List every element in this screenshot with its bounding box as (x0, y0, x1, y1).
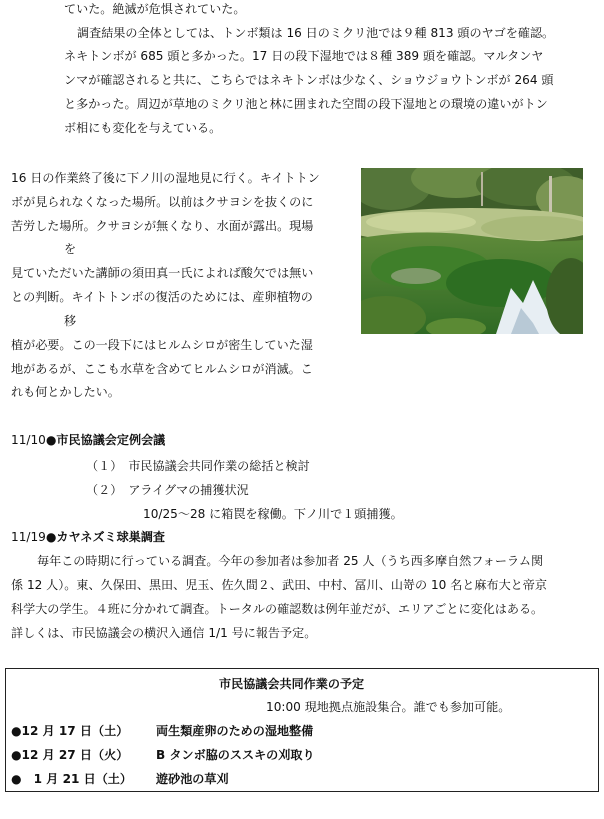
wetland-line-10: れも何とかしたい。 (11, 385, 120, 399)
schedule-item-3-date: ● 1 月 21 日（土） (11, 772, 132, 786)
wetland-line-2: ボが見られなくなった場所。以前はクサヨシを抜くのに (11, 195, 314, 209)
wetland-line-7: 移 (64, 314, 77, 328)
meeting-heading (11, 432, 165, 448)
survey-line-2: 係 12 人）。東、久保田、黒田、児玉、佐久間２、武田、中村、冨川、山嵜の 10 名と麻布大と帝京 (11, 578, 547, 592)
intro-line-2: 調査結果の全体としては、トンボ類は 16 日のミクリ池では９種 813 頭のヤゴを確認。 (77, 26, 555, 40)
schedule-item-2-date: ●12 月 27 日（火） (11, 748, 129, 762)
wetland-line-6: との判断。キイトトンボの復活のためには、産卵植物の (11, 290, 313, 304)
meeting-date: 11/10 (11, 433, 46, 447)
meeting-item-2: （２） アライグマの捕獲状況 (86, 483, 249, 497)
wetland-line-4: を (64, 242, 77, 256)
meeting-item-2-detail: 10/25～28 に箱罠を稼働。下ノ川で１頭捕獲。 (143, 507, 403, 521)
schedule-item-3-task: 遊砂池の草刈 (156, 772, 229, 786)
wetland-photo (361, 168, 583, 334)
schedule-item-1-date: ●12 月 17 日（土） (11, 724, 129, 738)
survey-date: 11/19 (11, 530, 46, 544)
wetland-line-1: 16 日の作業終了後に下ノ川の湿地見に行く。キイトトン (11, 171, 320, 185)
intro-line-6: ボ相にも変化を与えている。 (64, 121, 222, 135)
wetland-line-8: 植が必要。この一段下にはヒルムシロが密生していた湿 (11, 338, 313, 352)
intro-line-5: と多かった。周辺が草地のミクリ池と林に囲まれた空間の段下湿地との環境の違いがトン (64, 97, 548, 111)
schedule-item-3 (11, 771, 132, 787)
meeting-title: ●市民協議会定例会議 (45, 433, 166, 447)
intro-line-4: ンマが確認されると共に、こちらではネキトンボは少なく、ショウジョウトンボが 264 頭 (64, 73, 554, 87)
schedule-item-1-task: 両生類産卵のための湿地整備 (156, 724, 314, 738)
survey-line-1: 毎年この時期に行っている調査。今年の参加者は参加者 25 人（うち西多摩自然フォーラム関 (37, 554, 544, 568)
intro-line-3: ネキトンボが 685 頭と多かった。17 日の段下湿地では８種 389 頭を確認。マルタンヤ (64, 49, 544, 63)
survey-heading (11, 529, 165, 545)
schedule-item-2 (11, 747, 128, 763)
schedule-item-1 (11, 723, 128, 739)
schedule-title: 市民協議会共同作業の予定 (219, 677, 365, 691)
survey-line-3: 科学大の学生。４班に分かれて調査。トータルの確認数は例年並だが、エリアごとに変化はある。 (11, 602, 544, 616)
intro-line-1: ていた。絶滅が危惧されていた。 (64, 2, 246, 16)
wetland-line-5: 見ていただいた講師の須田真一氏によれば酸欠では無い (11, 266, 314, 280)
schedule-note: 10:00 現地拠点施設集合。誰でも参加可能。 (266, 700, 511, 714)
survey-title: ●カヤネズミ球巣調査 (45, 530, 166, 544)
schedule-item-2-task: B タンボ脇のススキの刈取り (156, 748, 315, 762)
wetland-line-3: 苦労した場所。クサヨシが無くなり、水面が露出。現場 (11, 219, 314, 233)
survey-line-4: 詳しくは、市民協議会の横沢入通信 1/1 号に報告予定。 (11, 626, 317, 640)
meeting-item-1: （１） 市民協議会共同作業の総括と検討 (86, 459, 310, 473)
wetland-line-9: 地があるが、ここも水草を含めてヒルムシロが消滅。こ (11, 362, 313, 376)
